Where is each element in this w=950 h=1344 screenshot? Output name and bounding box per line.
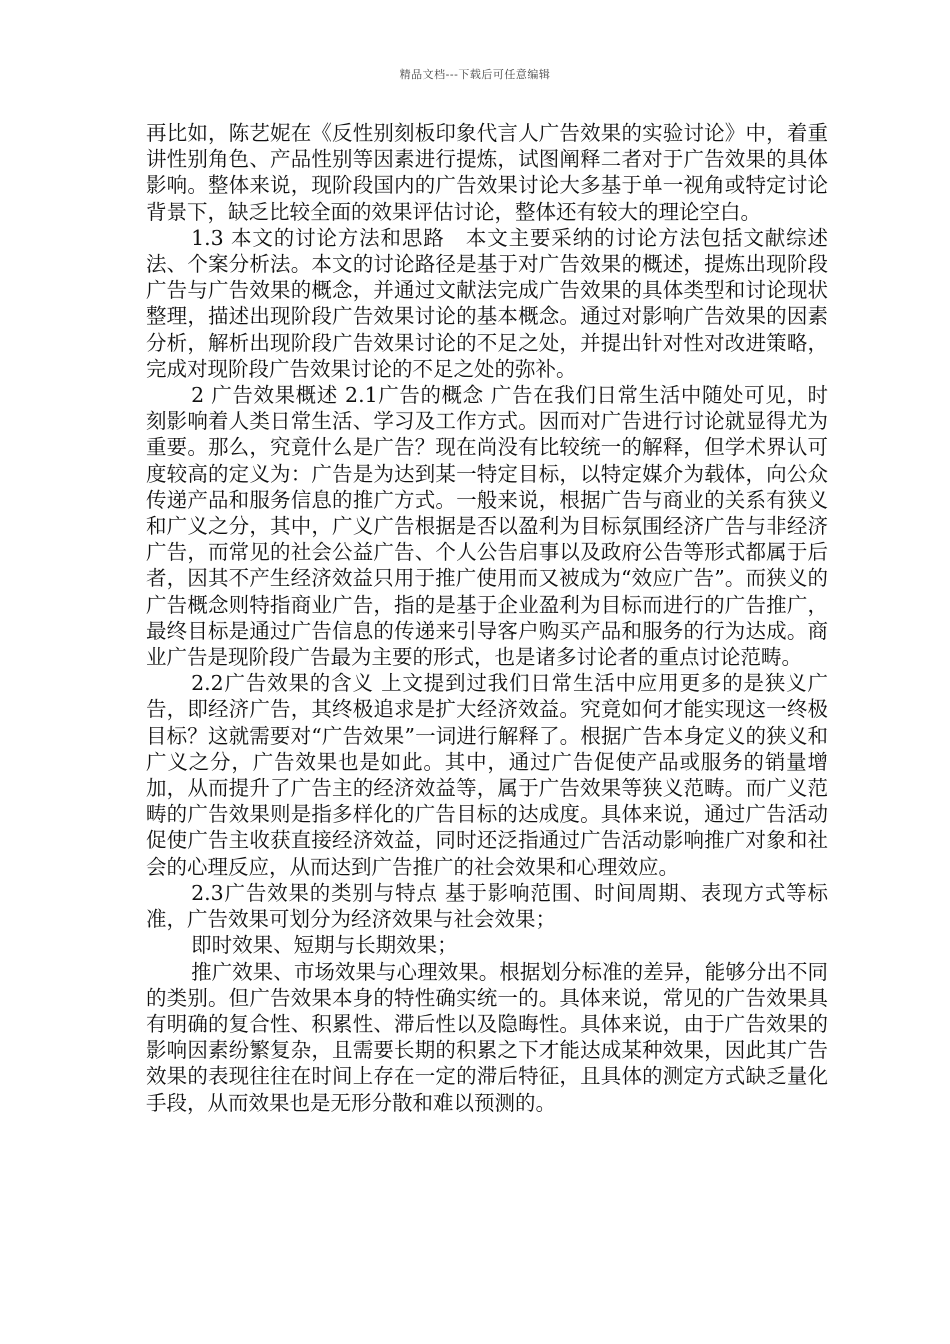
- paragraph-1: 再比如，陈艺妮在《反性别刻板印象代言人广告效果的实验讨论》中，着重讲性别角色、产品性别等因素进行提炼，试图阐释二者对于广告效果的具体影响。整体来说，现阶段国内的广告效果讨论大多基于单一视角或特定讨论背景下，缺乏比较全面的效果评估讨论，整体还有较大的理论空白。: [146, 121, 828, 224]
- paragraph-effect-characteristics: 推广效果、市场效果与心理效果。根据划分标准的差异，能够分出不同的类别。但广告效果本身的特性确实统一的。具体来说，常见的广告效果具有明确的复合性、积累性、滞后性以及隐晦性。具体来说，由于广告效果的影响因素纷繁复杂，且需要长期的积累之下才能达成某种效果，因此其广告效果的表现往往在时间上存在一定的滞后特征，且具体的测定方式缺乏量化手段，从而效果也是无形分散和难以预测的。: [146, 959, 828, 1115]
- paragraph-section-1-3: 1.3 本文的讨论方法和思路 本文主要采纳的讨论方法包括文献综述法、个案分析法。本文的讨论路径是基于对广告效果的概述，提炼出现阶段广告与广告效果的概念，并通过文献法完成广告效果的具体类型和讨论现状整理，描述出现阶段广告效果讨论的基本概念。通过对影响广告效果的因素分析，解析出现阶段广告效果讨论的不足之处，并提出针对性对改进策略，完成对现阶段广告效果讨论的不足之处的弥补。: [146, 225, 828, 381]
- document-body: [146, 120, 828, 1116]
- paragraph-section-2-1: 2 广告效果概述 2.1广告的概念 广告在我们日常生活中随处可见，时刻影响着人类日常生活、学习及工作方式。因而对广告进行讨论就显得尤为重要。那么，究竟什么是广告？现在尚没有比较统一的解释，但学术界认可度较高的定义为：广告是为达到某一特定目标，以特定媒介为载体，向公众传递产品和服务信息的推广方式。一般来说，根据广告与商业的关系有狭义和广义之分，其中，广义广告根据是否以盈利为目标氛围经济广告与非经济广告，而常见的社会公益广告、个人公告启事以及政府公告等形式都属于后者，因其不产生经济效益只用于推广使用而又被成为“效应广告”。而狭义的广告概念则特指商业广告，指的是基于企业盈利为目标而进行的广告推广，最终目标是通过广告信息的传递来引导客户购买产品和服务的行为达成。商业广告是现阶段广告最为主要的形式，也是诸多讨论者的重点讨论范畴。: [146, 383, 828, 670]
- paragraph-section-2-3: 2.3广告效果的类别与特点 基于影响范围、时间周期、表现方式等标准，广告效果可划分为经济效果与社会效果；: [146, 880, 828, 932]
- paragraph-section-2-2: 2.2广告效果的含义 上文提到过我们日常生活中应用更多的是狭义广告，即经济广告，其终极追求是扩大经济效益。究竟如何才能实现这一终极目标？这就需要对“广告效果”一词进行解释了。根据广告本身定义的狭义和广义之分，广告效果也是如此。其中，通过广告促使产品或服务的销量增加，从而提升了广告主的经济效益等，属于广告效果等狭义范畴。而广义范畴的广告效果则是指多样化的广告目标的达成度。具体来说，通过广告活动促使广告主收获直接经济效益，同时还泛指通过广告活动影响推广对象和社会的心理反应，从而达到广告推广的社会效果和心理效应。: [146, 671, 828, 879]
- paragraph-effect-types-time: 即时效果、短期与长期效果；: [191, 933, 458, 958]
- page-header: 精品文档---下载后可任意编辑: [399, 68, 551, 81]
